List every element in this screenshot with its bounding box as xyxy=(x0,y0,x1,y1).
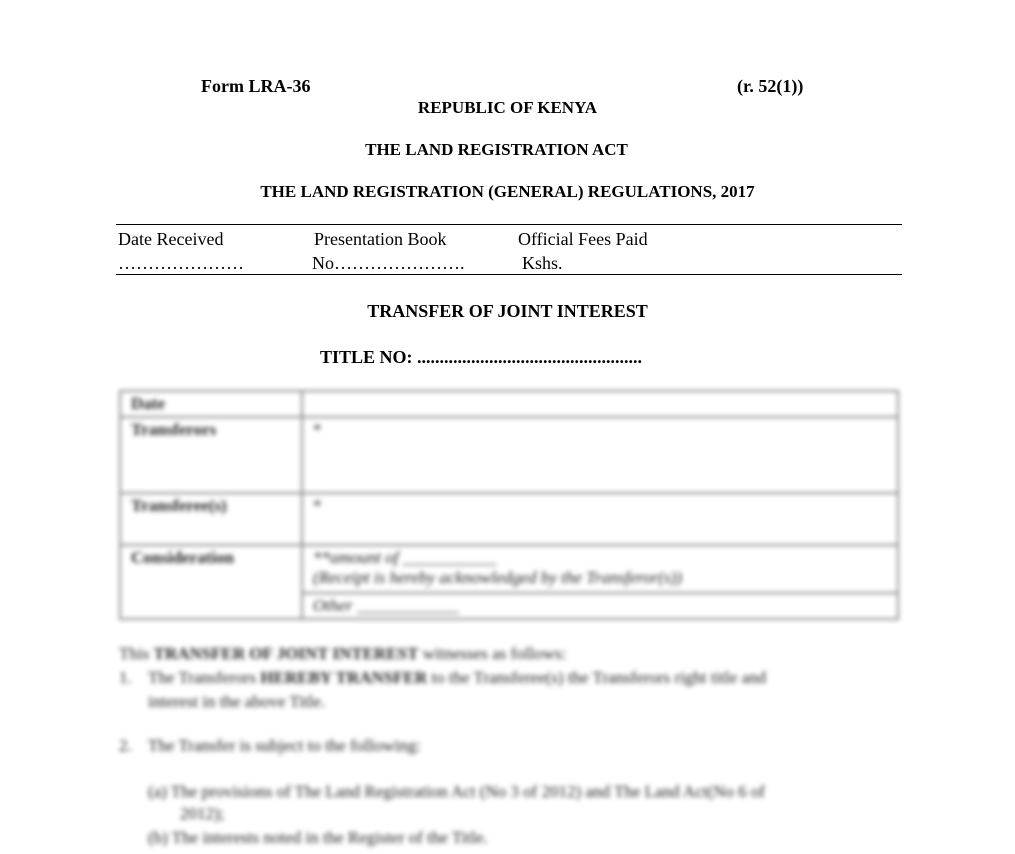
item-1-pre: The Transferors xyxy=(148,668,261,687)
date-cell xyxy=(302,391,898,417)
date-label: Date xyxy=(120,391,302,417)
item-1-post: to the Transferee(s) the Transferors right title and xyxy=(427,668,767,687)
intro-paragraph xyxy=(119,644,566,664)
form-number: Form LRA-36 xyxy=(201,76,311,96)
intro-prefix: This xyxy=(119,644,154,663)
title-number-label: TITLE NO xyxy=(320,347,407,367)
consideration-label: Consideration xyxy=(120,545,302,619)
transferees-label: Transferee(s) xyxy=(120,493,302,545)
consideration-other: Other ____________ xyxy=(303,592,897,616)
date-received-label: Date Received xyxy=(118,229,224,249)
consideration-cell xyxy=(302,545,898,619)
presentation-book-label: Presentation Book xyxy=(314,229,447,249)
official-fees-label: Official Fees Paid xyxy=(518,229,648,249)
intro-suffix: witnesses as follows: xyxy=(418,644,567,663)
table-row xyxy=(120,493,898,545)
intro-bold: TRANSFER OF JOINT INTEREST xyxy=(153,644,419,663)
item-2-number: 2. xyxy=(119,736,132,755)
document-title: TRANSFER OF JOINT INTEREST xyxy=(367,301,648,321)
title-number-line xyxy=(320,347,642,368)
date-received-dots: ………………… xyxy=(118,253,244,273)
item-2b: (b) The interests noted in the Register of the Title. xyxy=(148,828,488,847)
rule-reference: (r. 52(1)) xyxy=(737,76,804,96)
country-heading: REPUBLIC OF KENYA xyxy=(417,98,598,117)
item-1-bold: HEREBY TRANSFER xyxy=(260,668,428,687)
item-1-number: 1. xyxy=(119,668,132,687)
transferors-label: Transferors xyxy=(120,417,302,493)
table-row xyxy=(120,545,898,619)
table-row xyxy=(120,391,898,417)
title-number-value: : .................................................. xyxy=(406,347,643,367)
presentation-book-number: No…………………. xyxy=(312,253,465,273)
table-row xyxy=(120,417,898,493)
top-rule xyxy=(116,224,902,225)
item-2a-line-2: 2012); xyxy=(180,804,225,823)
item-1-line-2: interest in the above Title. xyxy=(148,692,326,711)
item-2-text: The Transfer is subject to the following: xyxy=(148,736,421,755)
transferors-value: * xyxy=(302,417,898,493)
fees-currency: Kshs. xyxy=(522,253,563,273)
item-2a-line-1: (a) The provisions of The Land Registration Act (No 3 of 2012) and The Land Act(No 6 of xyxy=(148,782,766,801)
blurred-form-section xyxy=(0,372,1015,854)
transfer-details-table xyxy=(119,390,899,620)
regulations-heading: THE LAND REGISTRATION (GENERAL) REGULATIONS, 2017 xyxy=(260,182,755,201)
item-1-text xyxy=(148,668,766,688)
consideration-receipt: (Receipt is hereby acknowledged by the Transferor(s)) xyxy=(313,568,682,587)
transferees-value: * xyxy=(302,493,898,545)
act-heading: THE LAND REGISTRATION ACT xyxy=(365,140,628,159)
consideration-amount: **amount of ___________ xyxy=(313,548,497,567)
bottom-rule xyxy=(116,274,902,275)
